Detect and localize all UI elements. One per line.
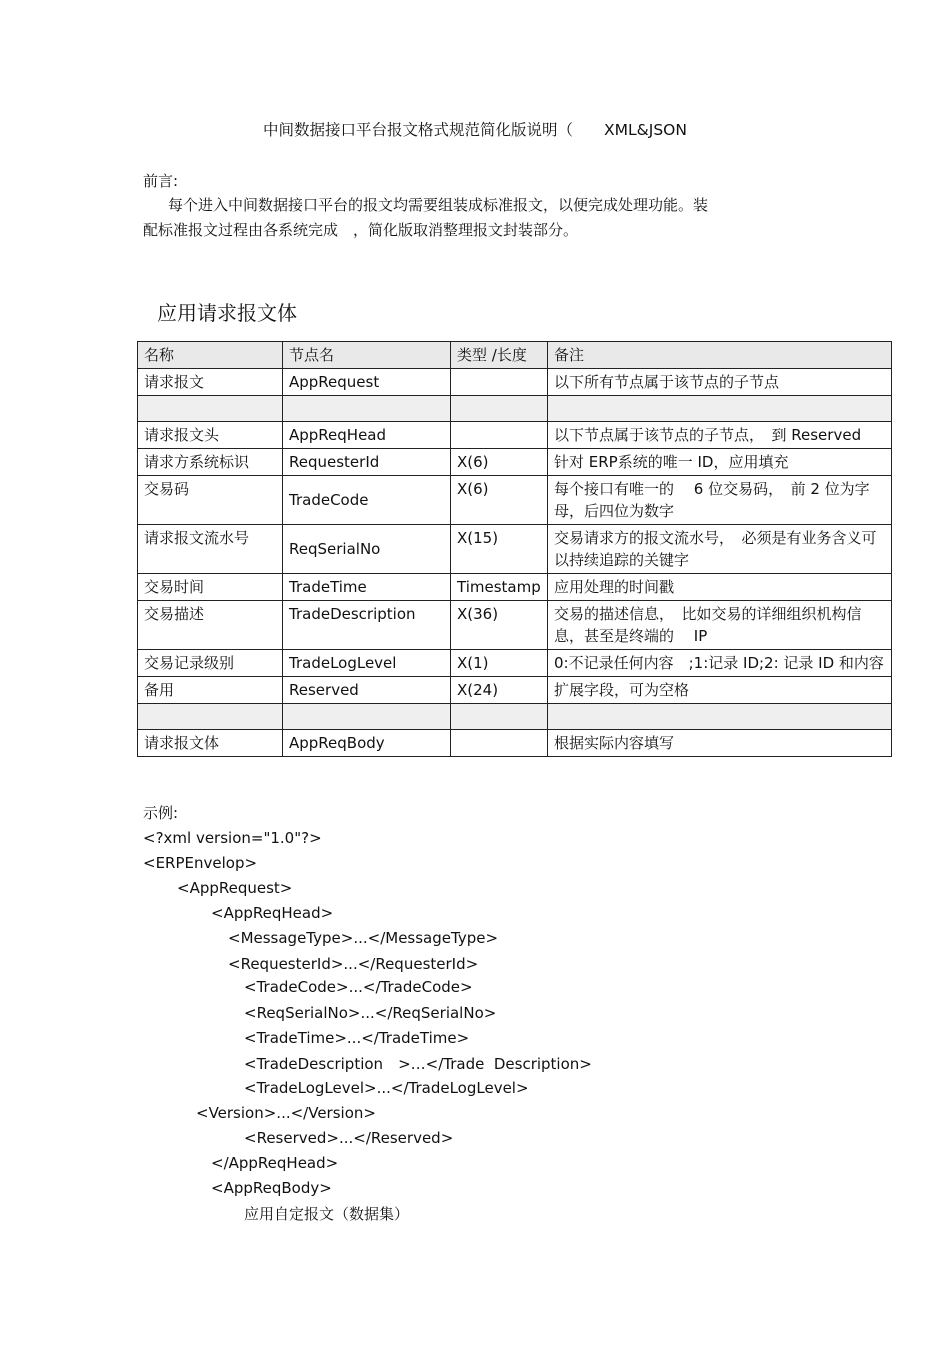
request-spec-table	[137, 341, 892, 757]
cell-type: Timestamp	[451, 574, 548, 601]
preface-label: 前言:	[143, 172, 179, 190]
cell-empty	[451, 396, 548, 422]
table-row	[138, 476, 892, 525]
cell-name: 请求报文体	[138, 730, 283, 757]
code-line: <RequesterId>...</RequesterId>	[228, 955, 479, 973]
code-line: <AppReqHead>	[211, 904, 334, 922]
code-line: <AppReqBody>	[211, 1179, 332, 1197]
table-row	[138, 677, 892, 704]
code-line: <ReqSerialNo>...</ReqSerialNo>	[244, 1004, 497, 1022]
cell-empty	[548, 396, 892, 422]
cell-empty	[283, 396, 451, 422]
table-row	[138, 369, 892, 396]
cell-node: AppRequest	[283, 369, 451, 396]
header-node: 节点名	[283, 342, 451, 369]
cell-name: 交易记录级别	[138, 650, 283, 677]
cell-name: 备用	[138, 677, 283, 704]
cell-name: 请求报文头	[138, 422, 283, 449]
cell-name: 交易时间	[138, 574, 283, 601]
code-line: <MessageType>...</MessageType>	[228, 929, 499, 947]
table-row-empty	[138, 704, 892, 730]
cell-empty	[548, 704, 892, 730]
code-line: <TradeCode>...</TradeCode>	[244, 978, 473, 996]
cell-type: X(36)	[451, 601, 548, 650]
cell-remark: 根据实际内容填写	[548, 730, 892, 757]
cell-type	[451, 730, 548, 757]
cell-type: X(6)	[451, 476, 548, 525]
cell-node: RequesterId	[283, 449, 451, 476]
cell-node: TradeDescription	[283, 601, 451, 650]
cell-node: AppReqHead	[283, 422, 451, 449]
code-line: <Reserved>...</Reserved>	[244, 1129, 454, 1147]
cell-node: Reserved	[283, 677, 451, 704]
table-row	[138, 574, 892, 601]
cell-remark: 以下节点属于该节点的子节点， 到 Reserved	[548, 422, 892, 449]
cell-remark: 以下所有节点属于该节点的子节点	[548, 369, 892, 396]
code-line: <TradeTime>...</TradeTime>	[244, 1029, 470, 1047]
cell-type	[451, 422, 548, 449]
cell-remark: 扩展字段，可为空格	[548, 677, 892, 704]
cell-node: TradeLogLevel	[283, 650, 451, 677]
table-row	[138, 422, 892, 449]
cell-name: 交易码	[138, 476, 283, 525]
cell-empty	[138, 704, 283, 730]
cell-node: AppReqBody	[283, 730, 451, 757]
cell-node: TradeCode	[283, 476, 451, 525]
code-line: <TradeDescription >…</Trade Description>	[244, 1055, 592, 1073]
code-line: <?xml version="1.0"?>	[143, 829, 322, 847]
cell-type: X(15)	[451, 525, 548, 574]
code-line: </AppReqHead>	[211, 1154, 339, 1172]
preface-paragraph-line-2: 配标准报文过程由各系统完成 ，简化版取消整理报文封装部分。	[143, 221, 579, 239]
table-row	[138, 730, 892, 757]
cell-remark: 应用处理的时间戳	[548, 574, 892, 601]
preface-paragraph-line-1: 每个进入中间数据接口平台的报文均需要组装成标准报文，以便完成处理功能。装	[168, 196, 709, 214]
code-line: <Version>...</Version>	[196, 1104, 376, 1122]
cell-name: 请求报文	[138, 369, 283, 396]
table-row-empty	[138, 396, 892, 422]
cell-name: 请求报文流水号	[138, 525, 283, 574]
cell-type: X(1)	[451, 650, 548, 677]
cell-remark: 交易的描述信息， 比如交易的详细组织机构信息，甚至是终端的 IP	[548, 601, 892, 650]
example-label: 示例:	[143, 804, 179, 822]
table-header-row	[138, 342, 892, 369]
table-row	[138, 650, 892, 677]
header-type: 类型 /长度	[451, 342, 548, 369]
cell-type: X(24)	[451, 677, 548, 704]
code-line: <TradeLogLevel>...</TradeLogLevel>	[244, 1079, 529, 1097]
cell-empty	[138, 396, 283, 422]
cell-empty	[451, 704, 548, 730]
cell-name: 交易描述	[138, 601, 283, 650]
cell-type	[451, 369, 548, 396]
table-row	[138, 449, 892, 476]
cell-empty	[283, 704, 451, 730]
cell-type: X(6)	[451, 449, 548, 476]
header-remark: 备注	[548, 342, 892, 369]
table-row	[138, 601, 892, 650]
table-row	[138, 525, 892, 574]
cell-node: TradeTime	[283, 574, 451, 601]
header-name: 名称	[138, 342, 283, 369]
cell-remark: 每个接口有唯一的 6 位交易码， 前 2 位为字母，后四位为数字	[548, 476, 892, 525]
cell-remark: 针对 ERP系统的唯一 ID，应用填充	[548, 449, 892, 476]
cell-remark: 交易请求方的报文流水号， 必须是有业务含义可以持续追踪的关键字	[548, 525, 892, 574]
section-title: 应用请求报文体	[157, 301, 297, 325]
code-line: <ERPEnvelop>	[143, 854, 258, 872]
document-title: 中间数据接口平台报文格式规范简化版说明（ XML&JSON	[263, 121, 687, 139]
cell-name: 请求方系统标识	[138, 449, 283, 476]
cell-remark: 0:不记录任何内容 ;1:记录 ID;2: 记录 ID 和内容	[548, 650, 892, 677]
cell-node: ReqSerialNo	[283, 525, 451, 574]
code-line: 应用自定报文（数据集）	[244, 1205, 410, 1223]
code-line: <AppRequest>	[177, 879, 293, 897]
